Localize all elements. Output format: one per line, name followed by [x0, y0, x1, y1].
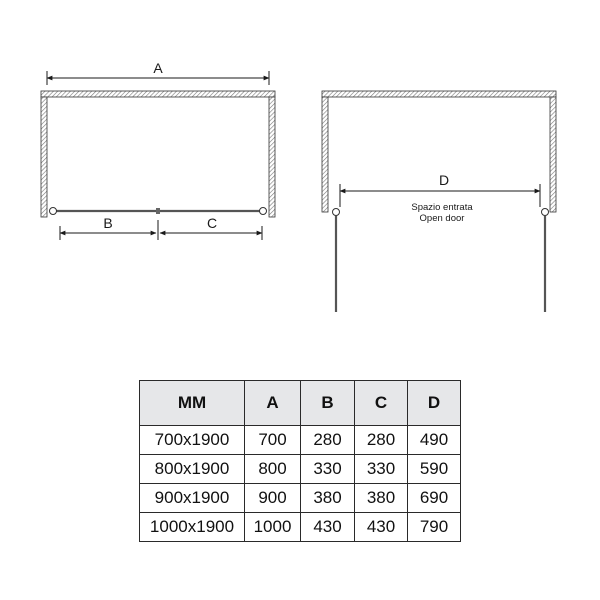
left-wall	[41, 97, 47, 217]
label-a: A	[153, 60, 163, 76]
label-d: D	[438, 172, 450, 188]
table-cell: 330	[301, 455, 355, 484]
door-hinge	[260, 208, 267, 215]
door-hinge	[50, 208, 57, 215]
table-cell: 280	[355, 426, 408, 455]
column-header-mm: MM	[140, 381, 245, 426]
table-row	[140, 484, 461, 513]
table-cell: 1000x1900	[140, 513, 245, 542]
table-cell: 430	[301, 513, 355, 542]
table-row	[140, 513, 461, 542]
left-wall	[322, 97, 328, 212]
table-cell: 900	[245, 484, 301, 513]
column-header-d: D	[408, 381, 461, 426]
label-b: B	[103, 215, 113, 231]
table-cell: 800x1900	[140, 455, 245, 484]
back-wall	[41, 91, 275, 97]
table-cell: 700	[245, 426, 301, 455]
table-cell: 800	[245, 455, 301, 484]
table-cell: 380	[355, 484, 408, 513]
door-handle	[156, 208, 160, 214]
closed-door-plan	[41, 60, 275, 240]
door-hinge	[542, 209, 549, 216]
table-row	[140, 426, 461, 455]
table-cell: 700x1900	[140, 426, 245, 455]
right-wall	[269, 97, 275, 217]
column-header-c: C	[355, 381, 408, 426]
table-cell: 1000	[245, 513, 301, 542]
right-wall	[550, 97, 556, 212]
label-c: C	[206, 215, 218, 231]
dimensions-table	[139, 380, 461, 542]
table-cell: 380	[301, 484, 355, 513]
entry-label-it: Spazio entrata	[411, 202, 473, 213]
back-wall	[322, 91, 556, 97]
table-cell: 280	[301, 426, 355, 455]
column-header-b: B	[301, 381, 355, 426]
open-door-plan	[322, 91, 556, 312]
table-header-row	[140, 381, 461, 426]
entry-label-en: Open door	[419, 213, 465, 224]
table-cell: 590	[408, 455, 461, 484]
table-cell: 690	[408, 484, 461, 513]
table-row	[140, 455, 461, 484]
table-cell: 430	[355, 513, 408, 542]
door-hinge	[333, 209, 340, 216]
table-cell: 490	[408, 426, 461, 455]
column-header-a: A	[245, 381, 301, 426]
table-cell: 790	[408, 513, 461, 542]
table-cell: 330	[355, 455, 408, 484]
table-cell: 900x1900	[140, 484, 245, 513]
